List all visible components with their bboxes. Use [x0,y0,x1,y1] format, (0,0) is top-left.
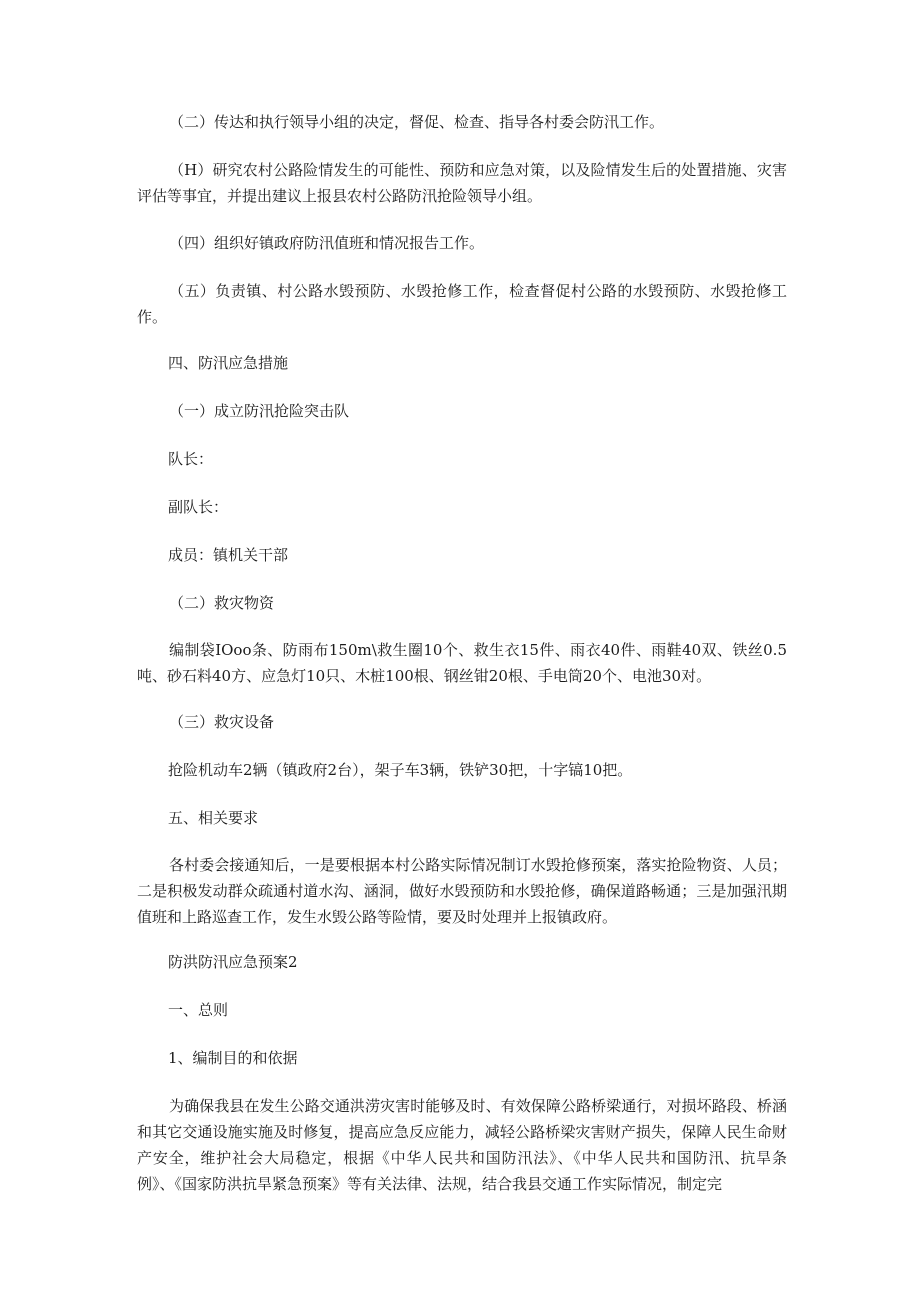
subheading-relief-supplies: （二）救灾物资 [169,594,275,612]
team-leader-line: 队长： [168,450,214,468]
members-line: 成员：镇机关干部 [168,546,289,564]
section-heading-5: 五、相关要求 [168,809,259,827]
subheading-relief-equipment: （三）救灾设备 [169,713,275,731]
paragraph-purpose-basis: 为确保我县在发生公路交通洪涝灾害时能够及时、有效保障公路桥梁通行，对损坏路段、桥涵和其它交通设施实施及时修复，提高应急反应能力，减轻公路桥梁灾害财产损失，保障人民生命财产安全，维护社会大局稳定，根据《中华人民共和国防汛法》、《中华人民共和国防汛、抗旱条例》、《国家防洪抗旱紧急预案》等有关法律、法规，结合我县交通工作实际情况，制定完 [137,1097,787,1193]
paragraph-duties-3: （H）研究农村公路险情发生的可能性、预防和应急对策，以及险情发生后的处置措施、灾害评估等事宜，并提出建议上报县农村公路防汛抢险领导小组。 [137,161,787,205]
paragraph-requirements: 各村委会接通知后，一是要根据本村公路实际情况制订水毁抢修预案，落实抢险物资、人员；二是积极发动群众疏通村道水沟、涵洞，做好水毁预防和水毁抢修，确保道路畅通；三是加强汛期值班和上路巡查工作，发生水毁公路等险情，要及时处理并上报镇政府。 [137,856,787,926]
paragraph-duties-4: （四）组织好镇政府防汛值班和情况报告工作。 [169,234,485,252]
paragraph-duties-2: （二）传达和执行领导小组的决定，督促、检查、指导各村委会防汛工作。 [169,113,665,131]
section-heading-4: 四、防汛应急措施 [168,354,289,372]
deputy-leader-line: 副队长： [168,498,229,516]
plan-2-title: 防洪防汛应急预案2 [168,953,298,971]
section-heading-general: 一、总则 [168,1001,229,1019]
paragraph-supplies-list: 编制袋IOoo条、防雨布150m\救生圈10个、救生衣15件、雨衣40件、雨鞋40双、铁丝0.5吨、砂石料40方、应急灯10只、木桩100根、钢丝钳20根、手电筒20个、电池30对。 [137,641,787,685]
paragraph-duties-5: （五）负责镇、村公路水毁预防、水毁抢修工作，检查督促村公路的水毁预防、水毁抢修工作。 [137,282,787,326]
paragraph-equipment-list: 抢险机动车2辆（镇政府2台），架子车3辆，铁铲30把，十字镐10把。 [168,761,633,779]
subheading-rescue-team: （一）成立防汛抢险突击队 [169,402,350,420]
subheading-purpose-basis: 1、编制目的和依据 [168,1049,298,1067]
